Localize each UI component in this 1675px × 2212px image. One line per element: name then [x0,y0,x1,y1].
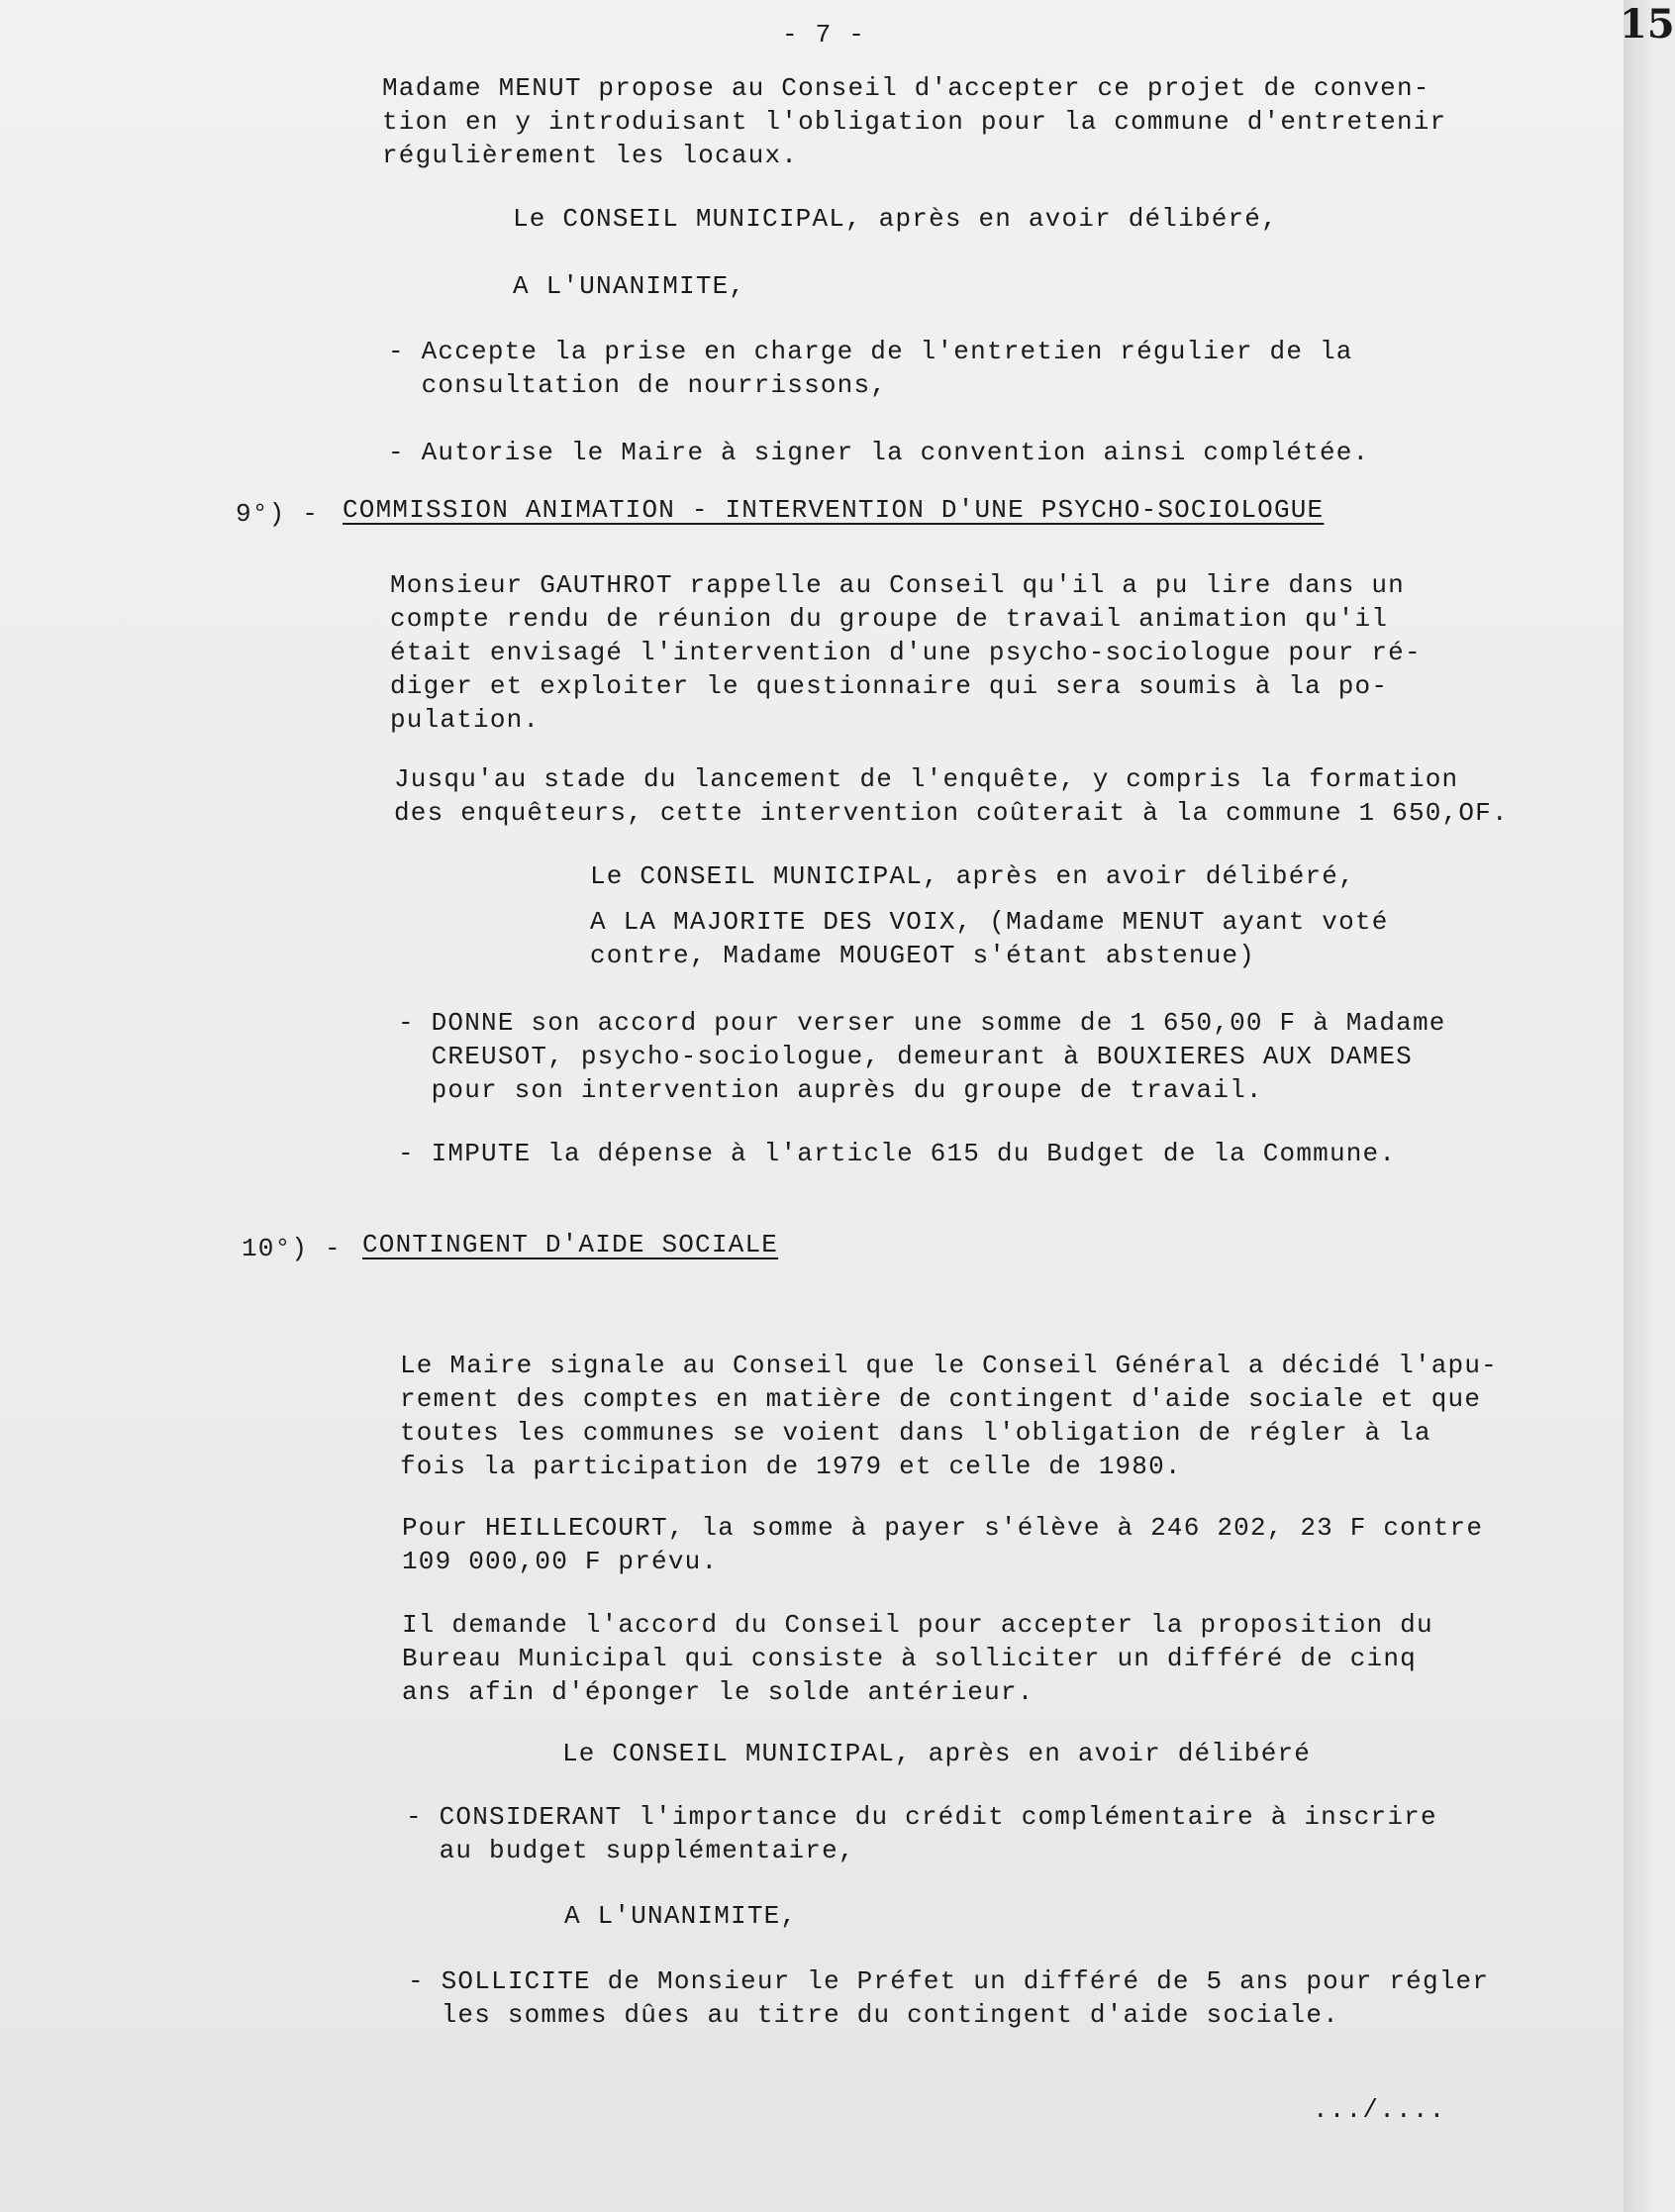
s10-para1-line-1: Le Maire signale au Conseil que le Conseil Général a décidé l'apu- [400,1351,1498,1380]
section-9-title: COMMISSION ANIMATION - INTERVENTION D'UNE PSYCHO-SOCIOLOGUE [343,495,1325,525]
s10-decision-1-line-2: au budget supplémentaire, [406,1836,855,1865]
section-10-title: CONTINGENT D'AIDE SOCIALE [362,1230,779,1259]
s9-para2-line-2: des enquêteurs, cette intervention coûterait à la commune 1 650,OF. [394,798,1509,828]
s9-para1-line-2: compte rendu de réunion du groupe de travail animation qu'il [390,604,1389,634]
s10-vote: A L'UNANIMITE, [564,1901,798,1931]
s9-deliberation: Le CONSEIL MUNICIPAL, après en avoir délibéré, [590,861,1355,891]
s10-para2-line-2: 109 000,00 F prévu. [402,1547,719,1576]
section-9-number: 9°) - [236,499,320,529]
continuation-mark: .../.... [1313,2095,1446,2125]
s9-vote-line-1: A LA MAJORITE DES VOIX, (Madame MENUT ayant voté [590,907,1389,937]
section-10-number: 10°) - [242,1234,342,1263]
s10-para3-line-2: Bureau Municipal qui consiste à solliciter un différé de cinq [402,1644,1417,1673]
s9-decision-1-line-1: - DONNE son accord pour verser une somme de 1 650,00 F à Madame [398,1008,1446,1038]
s10-para1-line-4: fois la participation de 1979 et celle de 1980. [400,1452,1182,1481]
decision-1a-line-2: consultation de nourrissons, [388,370,888,400]
intro-line-1: Madame MENUT propose au Conseil d'accepter ce projet de conven- [382,73,1430,103]
s9-para1-line-3: était envisagé l'intervention d'une psycho-sociologue pour ré- [390,638,1422,667]
s10-para3-line-1: Il demande l'accord du Conseil pour accepter la proposition du [402,1610,1433,1640]
decision-1a-line-1: - Accepte la prise en charge de l'entretien régulier de la [388,337,1353,366]
s10-deliberation: Le CONSEIL MUNICIPAL, après en avoir délibéré [562,1739,1312,1768]
s9-decision-1-line-3: pour son intervention auprès du groupe de travail. [398,1075,1263,1105]
intro-line-3: régulièrement les locaux. [382,141,799,170]
s9-para1-line-4: diger et exploiter le questionnaire qui sera soumis à la po- [390,671,1389,701]
s9-vote-line-2: contre, Madame MOUGEOT s'étant abstenue) [590,941,1256,970]
s9-para1-line-1: Monsieur GAUTHROT rappelle au Conseil qu'il a pu lire dans un [390,570,1405,600]
corner-page-number: 15 [1620,1,1675,48]
s9-para2-line-1: Jusqu'au stade du lancement de l'enquête, y compris la formation [394,764,1459,794]
s10-decision-2-line-1: - SOLLICITE de Monsieur le Préfet un différé de 5 ans pour régler [408,1966,1490,1996]
page-edge-shadow [1624,0,1659,2212]
s10-decision-2-line-2: les sommes dûes au titre du contingent d'aide sociale. [408,2000,1339,2030]
s9-decision-1-line-2: CREUSOT, psycho-sociologue, demeurant à BOUXIERES AUX DAMES [398,1042,1413,1071]
s10-decision-1-line-1: - CONSIDERANT l'importance du crédit complémentaire à inscrire [406,1802,1437,1832]
s9-decision-2: - IMPUTE la dépense à l'article 615 du Budget de la Commune. [398,1139,1397,1168]
intro-line-2: tion en y introduisant l'obligation pour la commune d'entretenir [382,107,1447,137]
s10-para1-line-3: toutes les communes se voient dans l'obligation de régler à la [400,1418,1431,1448]
vote-1: A L'UNANIMITE, [513,271,746,301]
s10-para3-line-3: ans afin d'éponger le solde antérieur. [402,1677,1035,1707]
deliberation-1: Le CONSEIL MUNICIPAL, après en avoir délibéré, [513,204,1278,234]
s10-para2-line-1: Pour HEILLECOURT, la somme à payer s'élève à 246 202, 23 F contre [402,1513,1484,1543]
s9-para1-line-5: pulation. [390,705,541,735]
page-number: - 7 - [782,20,866,50]
s10-para1-line-2: rement des comptes en matière de contingent d'aide sociale et que [400,1384,1482,1414]
decision-1b: - Autorise le Maire à signer la convention ainsi complétée. [388,438,1370,467]
